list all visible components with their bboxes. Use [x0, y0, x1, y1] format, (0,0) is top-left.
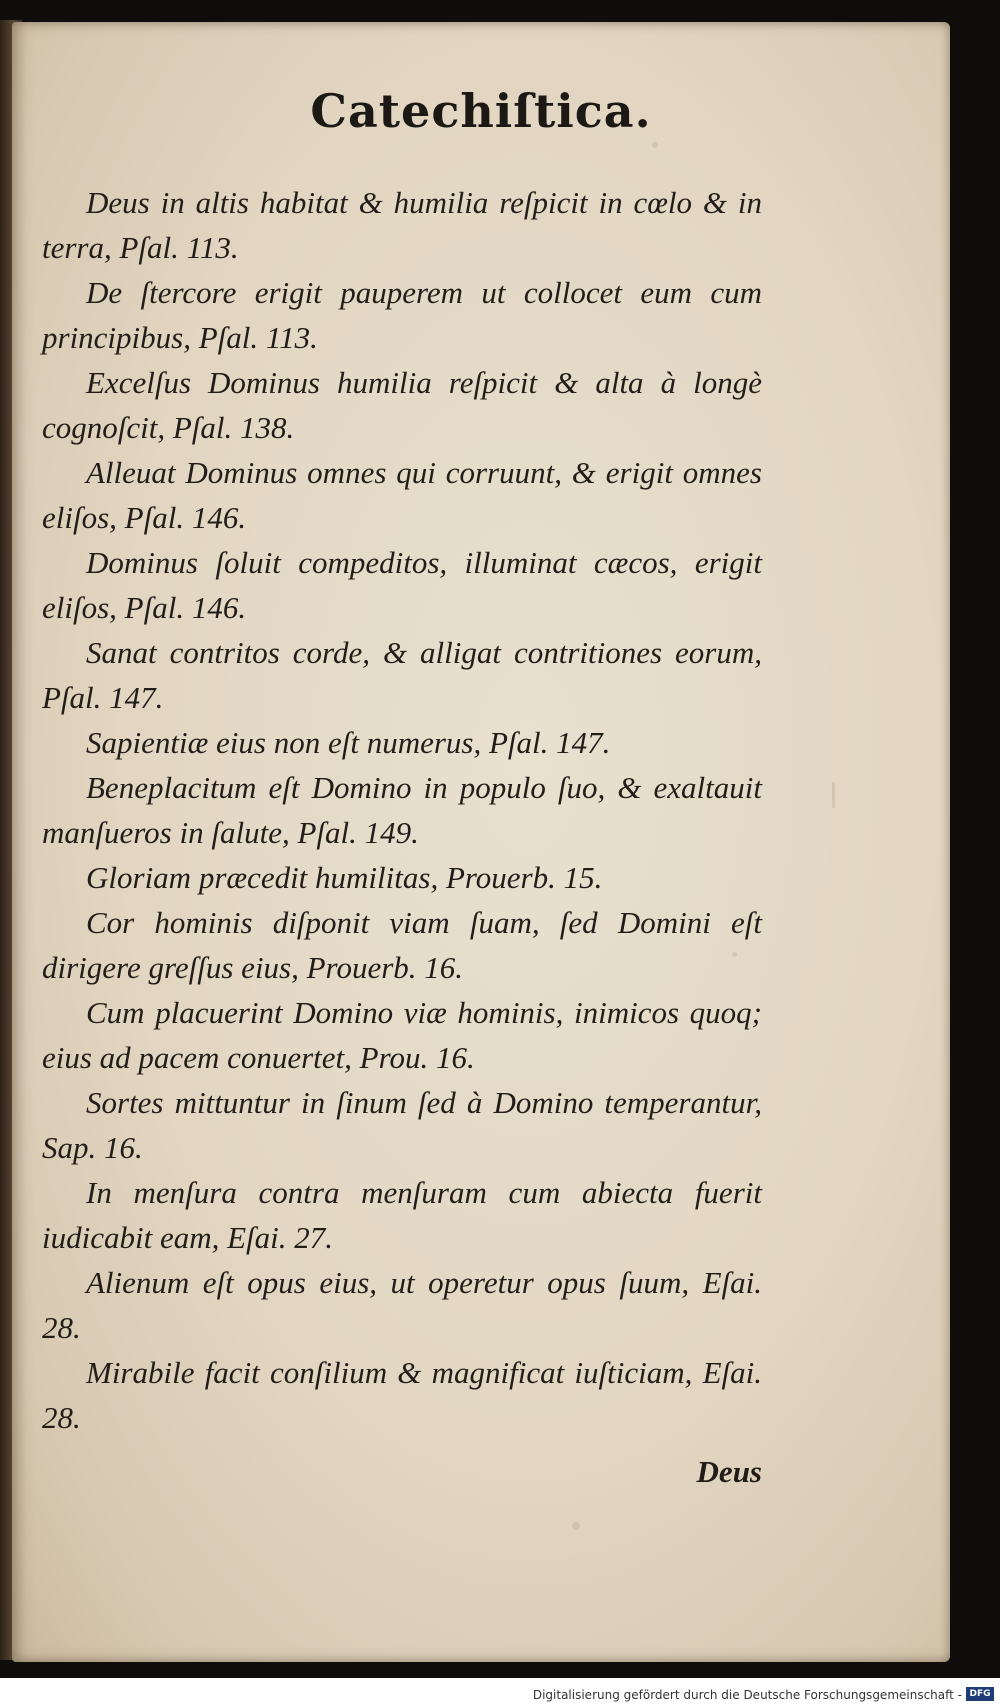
verse: De ſtercore erigit pauperem ut collocet eum cum principibus, Pſal. 113. — [42, 275, 762, 355]
dfg-logo-icon: DFG — [966, 1687, 994, 1701]
verse: Sapientiæ eius non eſt numerus, Pſal. 147. — [86, 725, 611, 760]
catchword: Deus — [696, 1454, 762, 1489]
verse: Cor hominis diſponit viam ſuam, ſed Domini eſt dirigere greſſus eius, Prouerb. 16. — [42, 905, 762, 985]
verse: Sortes mittuntur in ſinum ſed à Domino temperantur, Sap. 16. — [42, 1085, 762, 1165]
verse: Alleuat Dominus omnes qui corruunt, & erigit omnes eliſos, Pſal. 146. — [42, 455, 762, 535]
paper-spot — [652, 142, 658, 148]
verse: Dominus ſoluit compeditos, illuminat cæcos, erigit eliſos, Pſal. 146. — [42, 545, 762, 625]
footer-strip — [0, 1678, 1000, 1708]
verse: Mirabile facit conſilium & magnificat iuſticiam, Eſai. 28. — [42, 1355, 762, 1435]
verse: Beneplacitum eſt Domino in populo ſuo, & exaltauit manſueros in ſalute, Pſal. 149. — [42, 770, 762, 850]
digitization-credit: Digitalisierung gefördert durch die Deutsche Forschungsgemeinschaft - — [532, 1688, 962, 1702]
verse: Cum placuerint Domino viæ hominis, inimicos quoq; eius ad pacem conuertet, Prou. 16. — [42, 995, 762, 1075]
verse: Gloriam præcedit humilitas, Prouerb. 15. — [86, 860, 603, 895]
verse-list — [42, 180, 762, 1440]
book-page — [12, 22, 950, 1662]
verse: Sanat contritos corde, & alligat contritiones eorum, Pſal. 147. — [42, 635, 762, 715]
paper-spot — [832, 782, 835, 808]
verse: Alienum eſt opus eius, ut operetur opus ſuum, Eſai. 28. — [42, 1265, 762, 1345]
verse: Deus in altis habitat & humilia reſpicit in cœlo & in terra, Pſal. 113. — [42, 185, 762, 265]
paper-spot — [572, 1522, 580, 1530]
verse: In menſura contra menſuram cum abiecta fuerit iudicabit eam, Eſai. 27. — [42, 1175, 762, 1255]
verse: Excelſus Dominus humilia reſpicit & alta à longè cognoſcit, Pſal. 138. — [42, 365, 762, 445]
running-head: Catechiſtica. — [310, 84, 652, 138]
